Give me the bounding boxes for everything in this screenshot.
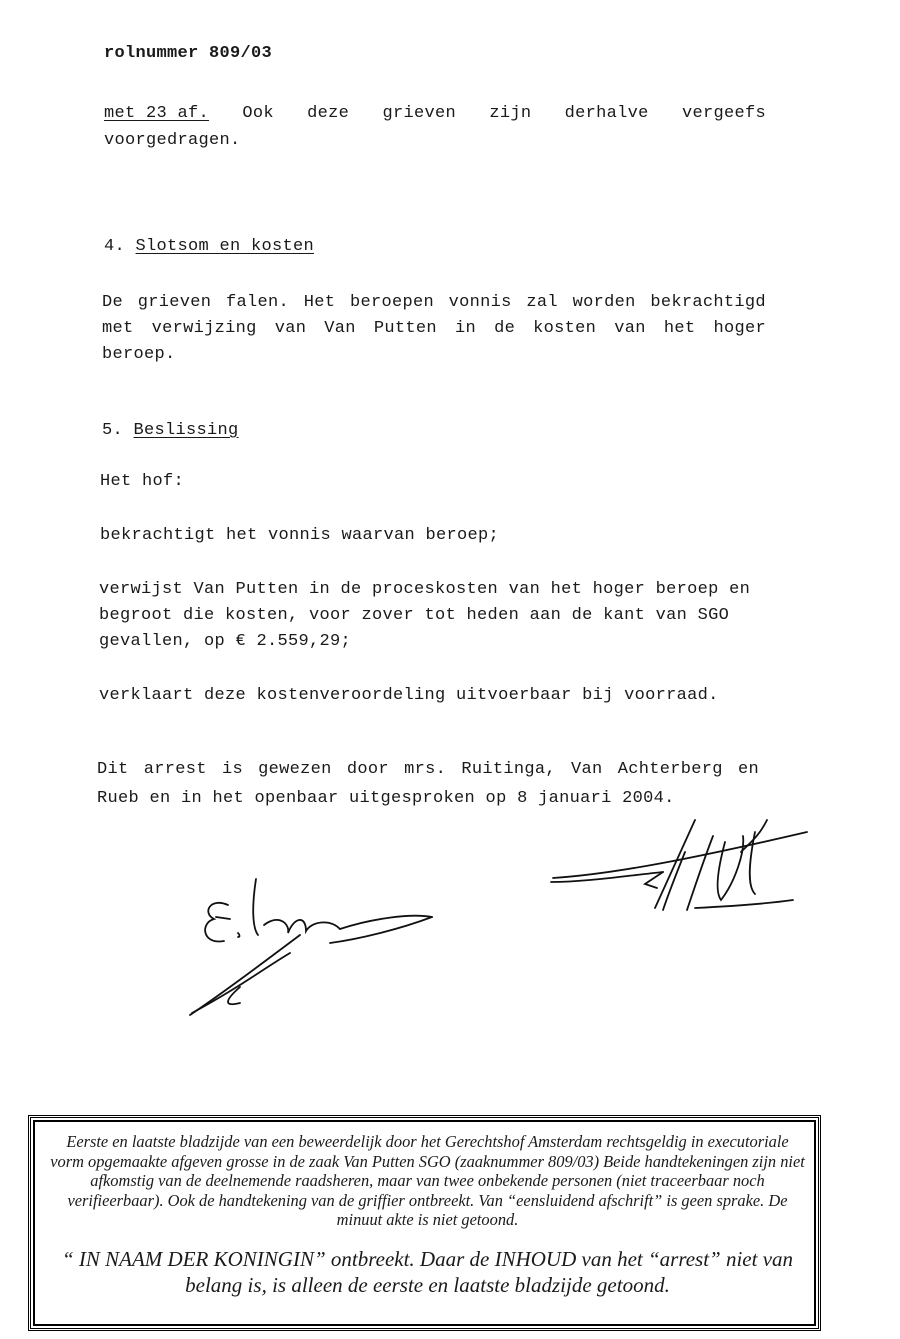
disclaimer-text: Eerste en laatste bladzijde van een beweerdelijk door het Gerechtshof Amsterdam rechtsgeldig in executoriale vorm opgemaakte afgeven grosse in de zaak Van Putten SGO (zaaknummer 809/03) Beide handtekeningen zijn niet afkomstig van de deelnemende raadsheren, maar van twee onbekende personen (niet traceerbaar noch verifieerbaar). Ook de handtekening van de griffier ontbreekt. Van “eensluidend afschrift” is geen sprake. De minuut akte is niet getoond.: [50, 1132, 805, 1230]
intro-line-2: voorgedragen.: [104, 131, 241, 150]
rolnummer: rolnummer 809/03: [104, 44, 273, 63]
word: zal: [526, 293, 558, 312]
word: grieven: [137, 293, 212, 312]
word: Achterberg: [617, 760, 723, 779]
word: is: [221, 760, 243, 779]
section-4-line-1: [102, 293, 766, 312]
court-label: Het hof:: [100, 472, 185, 491]
word: grieven: [382, 104, 457, 123]
section-title: Slotsom en kosten: [135, 237, 315, 256]
word: met 23 af.: [104, 104, 210, 123]
word: Dit: [97, 760, 129, 779]
word: De: [102, 293, 124, 312]
section-4-heading: [104, 237, 314, 256]
closing-line-1: [97, 760, 759, 779]
word: Ruitinga,: [461, 760, 556, 779]
word: in: [454, 319, 476, 338]
word: derhalve: [564, 104, 649, 123]
word: verwijzing: [151, 319, 257, 338]
decision-costs-line-2: begroot die kosten, voor zover tot heden aan de kant van SGO: [99, 606, 730, 625]
section-title: Beslissing: [133, 421, 239, 440]
word: Ook: [242, 104, 274, 123]
section-4-line-3: beroep.: [102, 345, 176, 364]
word: de: [494, 319, 516, 338]
decision-costs-line-3: gevallen, op € 2.559,29;: [99, 632, 352, 651]
word: van: [274, 319, 307, 338]
word: bekrachtigd: [650, 293, 766, 312]
word: Van: [324, 319, 356, 338]
signature-left: [180, 875, 440, 1025]
word: mrs.: [404, 760, 447, 779]
word: beroepen: [349, 293, 434, 312]
word: Putten: [373, 319, 437, 338]
word: van: [614, 319, 646, 338]
word: arrest: [143, 760, 207, 779]
decision-costs-line-1: verwijst Van Putten in de proceskosten van het hoger beroep en: [99, 580, 751, 599]
word: kosten: [533, 319, 597, 338]
section-number: 4.: [104, 237, 126, 256]
word: Het: [303, 293, 336, 312]
word: zijn: [489, 104, 532, 123]
word: deze: [307, 104, 350, 123]
section-number: 5.: [102, 421, 124, 440]
disclaimer-emphasis: “ IN NAAM DER KONINGIN” ontbreekt. Daar de INHOUD van het “arrest” niet van belang is, is alleen de eerste en laatste bladzijde getoond.: [61, 1247, 794, 1297]
decision-enforceable: verklaart deze kostenveroordeling uitvoerbaar bij voorraad.: [99, 686, 719, 705]
decision-affirm: bekrachtigt het vonnis waarvan beroep;: [100, 526, 500, 545]
intro-line-1: [104, 104, 766, 123]
word: hoger: [713, 319, 766, 338]
closing-line-2: Rueb en in het openbaar uitgesproken op 8 januari 2004.: [97, 789, 675, 808]
word: falen.: [225, 293, 289, 312]
word: gewezen: [258, 760, 332, 779]
section-4-line-2: [102, 319, 766, 338]
word: en: [737, 760, 759, 779]
section-5-heading: [102, 421, 239, 440]
word: Van: [571, 760, 603, 779]
word: door: [346, 760, 389, 779]
word: het: [663, 319, 696, 338]
word: worden: [572, 293, 636, 312]
word: vonnis: [448, 293, 512, 312]
word: met: [102, 319, 134, 338]
signature-right: [545, 812, 815, 922]
word: vergeefs: [681, 104, 766, 123]
disclaimer-box: [28, 1115, 821, 1331]
